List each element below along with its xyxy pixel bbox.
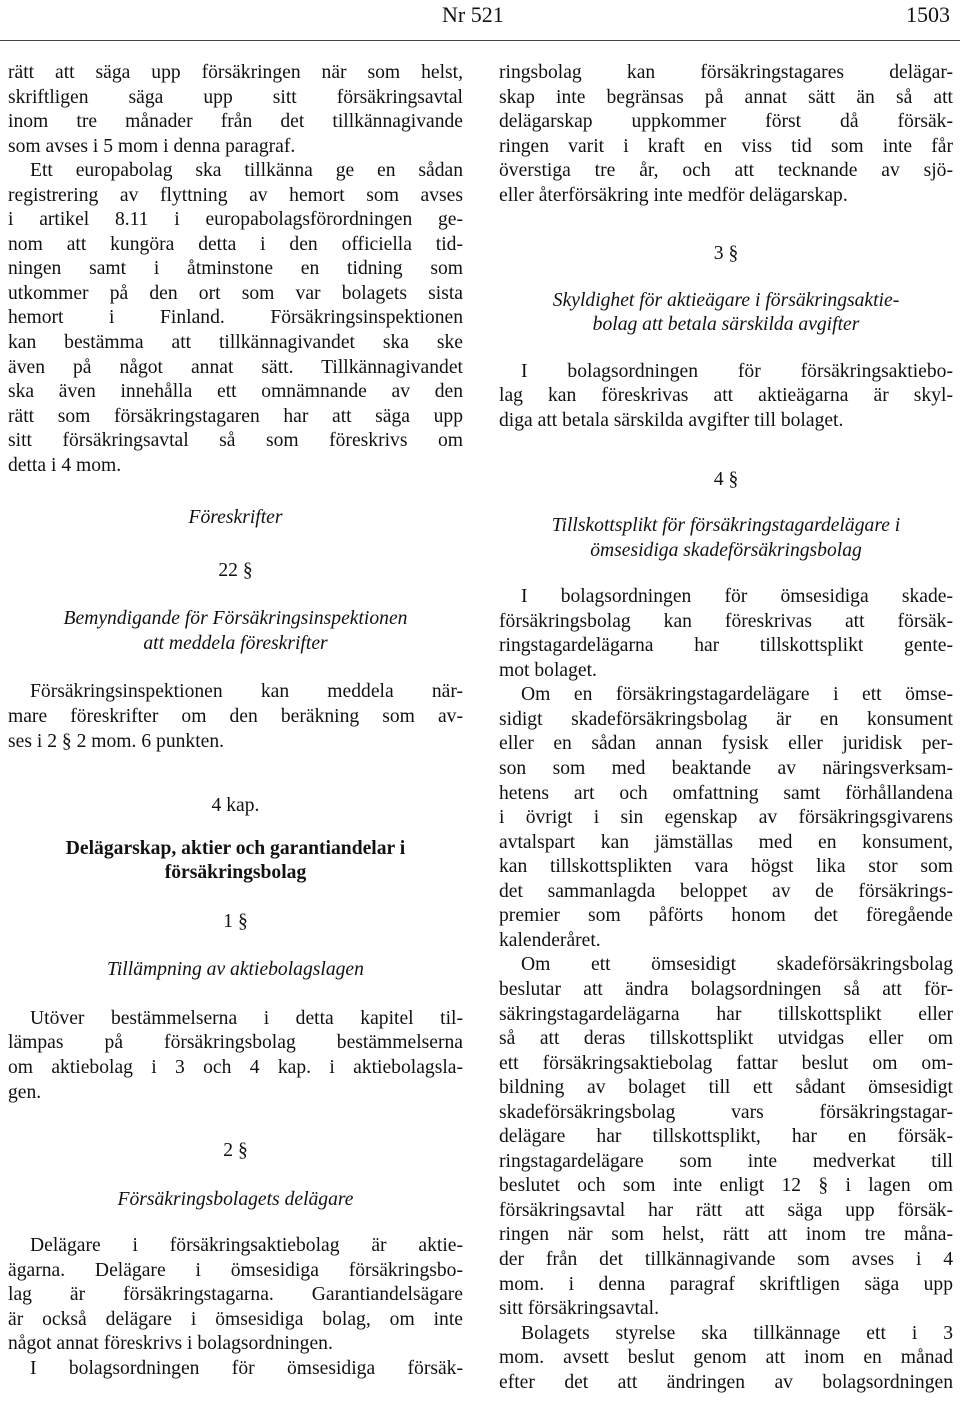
section-3-title: Skyldighet för aktieägare i försäkringsaktie- bolag att betala särskilda avgifter xyxy=(552,289,900,336)
section-2-number: 2 § xyxy=(223,1140,248,1162)
paragraph-registration: Ett europabolag ska tillkänna ge en sådan registrering av flyttning av hemort som avses i artikel 8.11 i europabolagsförordningen ge- nom att kungöra detta i den officiella tid- ningen samt i åtminstone en tidning som utkommer på den ort som var bolagets sista hemort i Finland. Försäkringsinspektionen kan bestämma att tillkännagivandet ska ske även på något annat sätt. Tillkännagivandet ska även innehålla ett omnämnande av den rätt som försäkringstagaren har att säga upp sitt försäkringsavtal så som föreskrivs om detta i 4 mom. xyxy=(8,160,463,476)
paragraph-continued: rätt att säga upp försäkringen när som helst, skriftligen säga upp sitt försäkringsavtal inom tre månader från det tillkännagivande som avses i 5 mom i denna paragraf. xyxy=(8,62,463,157)
subheading-foreskrifter: Föreskrifter xyxy=(188,507,283,529)
section-2-title: Försäkringsbolagets delägare xyxy=(117,1188,354,1210)
section-1-number: 1 § xyxy=(223,910,248,932)
section-2-text: Delägare i försäkringsaktiebolag är aktie- ägarna. Delägare i ömsesidiga försäkringsbo- lag är försäkringstagarna. Garantiandelsägare är också delägare i ömsesidiga bolag, om inte något annat föreskrivs i bolagsordningen. xyxy=(8,1235,463,1355)
chapter-title: Delägarskap, aktier och garantiandelar i försäkringsbolag xyxy=(65,837,406,884)
right-column xyxy=(499,61,953,1395)
section-4-text-1: I bolagsordningen för ömsesidiga skade- försäkringsbolag kan föreskrivas att försäk- ringstagardelägarna har tillskottsplikt gente- mot bolaget. xyxy=(499,586,953,681)
section-3-text: I bolagsordningen för försäkringsaktiebo- lag kan föreskrivas att aktieägarna är skyl- diga att betala särskilda avgifter till bolaget. xyxy=(499,360,953,432)
section-4-text-3: Om ett ömsesidigt skadeförsäkringsbolag beslutar att ändra bolagsordningen så att för- säkringstagardelägarna har tillskottsplikt eller så att deras tillskottsplikt utvidgas eller om ett försäkringsaktiebolag fattar beslut om om- bildning av bolaget till ett sådant ömsesidigt skadeförsäkringsbolag vars försäkringstagar- delägare har tillskottsplikt, har en försäk- ringstagardelägare som inte medverkat till beslutet och som inte enligt 12 § i lagen om försäkringsavtal har rätt att säga upp försäk- ringen när som helst, rätt att inom tre måna- der från det tillkännagivande som avses i 4 mom. i denna paragraf skriftligen säga upp sitt försäkringsavtal. xyxy=(499,954,953,1320)
paragraph-continued-right: ringsbolag kan försäkringstagares delägar- skap inte begränsas på annat sätt än så att delägarskap uppkommer först då försäk- ringen varit i kraft en viss tid som inte får överstiga tre år, och att tecknande av sjö- eller återförsäkring inte medför delägarskap. xyxy=(499,62,953,206)
section-4-title: Tillskottsplikt för försäkringstagardelägare i ömsesidiga skadeförsäkringsbolag xyxy=(551,515,901,561)
chapter-number: 4 kap. xyxy=(211,795,260,817)
left-column xyxy=(8,61,463,1381)
section-4-number: 4 § xyxy=(713,468,739,490)
section-4-text-4: Bolagets styrelse ska tillkännage ett i 3 mom. avsett beslut genom att inom en månad efter det att ändringen av bolagsordningen xyxy=(499,1322,953,1393)
issue-number: Nr 521 xyxy=(442,2,504,27)
section-1-title: Tillämpning av aktiebolagslagen xyxy=(107,959,364,981)
section-3-number: 3 § xyxy=(713,243,739,265)
page-header xyxy=(0,2,960,34)
section-22-title: Bemyndigande för Försäkringsinspektionen att meddela föreskrifter xyxy=(63,608,408,654)
header-rule xyxy=(0,40,960,41)
section-4-text-2: Om en försäkringstagardelägare i ett ömse- sidigt skadeförsäkringsbolag är en konsument eller en sådan annan fysisk eller juridisk per- son som med beaktande av näringsverksam- hetens art och omfattning samt förhållandena i övrigt i sin egenskap av försäkringsgivarens avtalspart kan jämställas med en konsument, kan tillskottsplikten vara högst lika stor som det sammanlagda beloppet av de försäkrings- premier som påförts honom det föregående kalenderåret. xyxy=(499,684,953,951)
section-1-text: Utöver bestämmelserna i detta kapitel til- lämpas på försäkringsbolag bestämmelserna om aktiebolag i 3 och 4 kap. i aktiebolagsla- gen. xyxy=(8,1007,463,1103)
page-number: 1503 xyxy=(906,2,950,27)
section-22-number: 22 § xyxy=(218,559,253,581)
section-22-text: Försäkringsinspektionen kan meddela när- mare föreskrifter om den beräkning som av- ses i 2 § 2 mom. 6 punkten. xyxy=(8,681,463,752)
section-2-text-cont: I bolagsordningen för ömsesidiga försäk- xyxy=(30,1357,463,1379)
